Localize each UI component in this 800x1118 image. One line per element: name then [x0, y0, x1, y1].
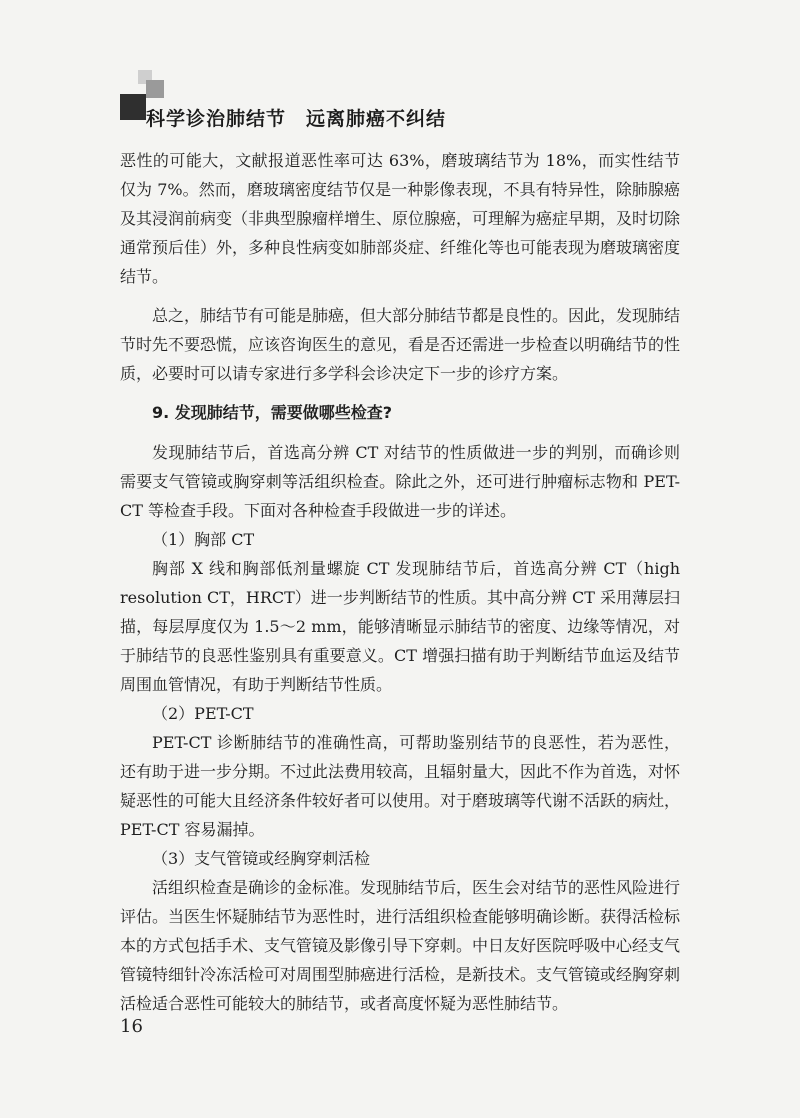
section-heading-9: 9. 发现肺结节，需要做哪些检查? [152, 403, 393, 422]
paragraph-summary: 总之，肺结节有可能是肺癌，但大部分肺结节都是良性的。因此，发现肺结节时先不要恐慌，应该咨询医生的意见，看是否还需进一步检查以明确结节的性质，必要时可以请专家进行多学科会诊决定下一步的诊疗方案。 [120, 306, 681, 383]
header-decoration-dark [120, 94, 146, 120]
page-body [120, 146, 680, 1018]
paragraph-chest-ct: 胸部 X 线和胸部低剂量螺旋 CT 发现肺结节后，首选高分辨 CT（high resolution CT，HRCT）进一步判断结节的性质。其中高分辨 CT 采用薄层扫描，每层厚度仅为 1.5～2 mm，能够清晰显示肺结节的密度、边缘等情况，对于肺结节的良恶性鉴别具有重要意义。CT 增强扫描有助于判断结节血运及结节周围血管情况，有助于判断结节性质。 [120, 559, 680, 694]
running-head [146, 104, 446, 131]
subheading-biopsy: （3）支气管镜或经胸穿刺活检 [152, 849, 371, 868]
subheading-pet-ct: （2）PET-CT [152, 704, 254, 723]
subheading-chest-ct: （1）胸部 CT [152, 530, 255, 549]
paragraph-pet-ct: PET-CT 诊断肺结节的准确性高，可帮助鉴别结节的良恶性，若为恶性，还有助于进一步分期。不过此法费用较高，且辐射量大，因此不作为首选，对怀疑恶性的可能大且经济条件较好者可以使用。对于磨玻璃等代谢不活跃的病灶，PET-CT 容易漏掉。 [120, 733, 681, 839]
header-decoration-mid [146, 80, 164, 98]
paragraph-intro-exams: 发现肺结节后，首选高分辨 CT 对结节的性质做进一步的判别，而确诊则需要支气管镜或胸穿刺等活组织检查。除此之外，还可进行肿瘤标志物和 PET-CT 等检查手段。下面对各种检查手段做进一步的详述。 [120, 443, 680, 520]
page-number: 16 [120, 1016, 143, 1037]
running-head-part1: 科学诊治肺结节 [146, 108, 287, 130]
paragraph-biopsy: 活组织检查是确诊的金标准。发现肺结节后，医生会对结节的恶性风险进行评估。当医生怀疑肺结节为恶性时，进行活组织检查能够明确诊断。获得活检标本的方式包括手术、支气管镜及影像引导下穿刺。中日友好医院呼吸中心经支气管镜特细针冷冻活检可对周围型肺癌进行活检，是新技术。支气管镜或经胸穿刺活检适合恶性可能较大的肺结节，或者高度怀疑为恶性肺结节。 [120, 878, 681, 1013]
running-head-part2: 远离肺癌不纠结 [306, 108, 447, 130]
paragraph-continued: 恶性的可能大，文献报道恶性率可达 63%，磨玻璃结节为 18%，而实性结节仅为 7%。然而，磨玻璃密度结节仅是一种影像表现，不具有特异性，除肺腺癌及其浸润前病变（非典型腺瘤样增生、原位腺癌，可理解为癌症早期，及时切除通常预后佳）外，多种良性病变如肺部炎症、纤维化等也可能表现为磨玻璃密度结节。 [120, 151, 681, 286]
